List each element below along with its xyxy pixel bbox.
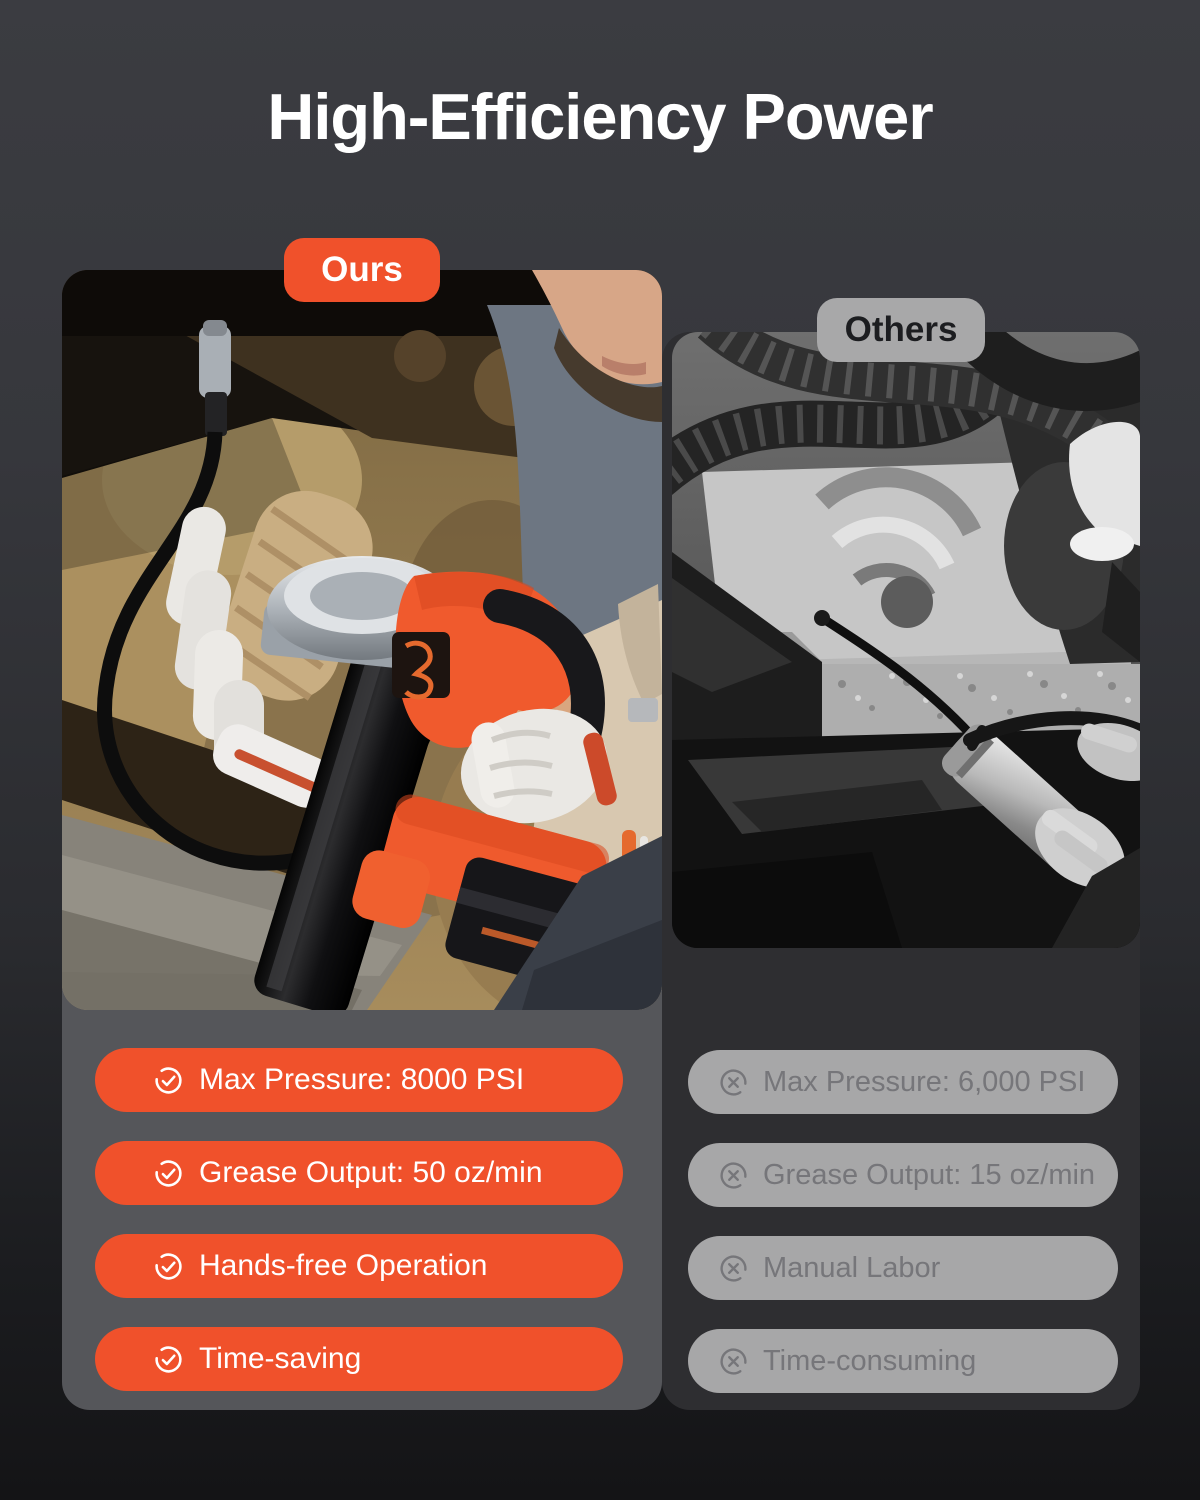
ours-photo-illustration	[62, 270, 662, 1010]
check-circle-icon	[153, 1344, 184, 1375]
x-circle-icon	[718, 1160, 749, 1191]
others-feature-text: Time-consuming	[763, 1344, 977, 1377]
x-circle-icon	[718, 1253, 749, 1284]
x-circle-icon	[718, 1067, 749, 1098]
others-badge: Others	[817, 298, 985, 362]
check-circle-icon	[153, 1065, 184, 1096]
ours-feature-pill	[95, 1327, 623, 1391]
others-photo-illustration	[672, 332, 1140, 948]
x-circle-icon	[718, 1346, 749, 1377]
others-photo	[672, 332, 1140, 948]
ours-feature-pill	[95, 1141, 623, 1205]
others-feature-text: Manual Labor	[763, 1251, 941, 1284]
ours-feature-list	[95, 1048, 623, 1391]
others-feature-list	[688, 1050, 1118, 1393]
others-feature-text: Max Pressure: 6,000 PSI	[763, 1065, 1086, 1098]
ours-feature-text: Max Pressure: 8000 PSI	[199, 1063, 525, 1096]
page-title: High-Efficiency Power	[267, 80, 933, 153]
ours-feature-text: Grease Output: 50 oz/min	[199, 1156, 543, 1189]
ours-photo	[62, 270, 662, 1010]
ours-feature-text: Hands-free Operation	[199, 1249, 488, 1282]
ours-feature-text: Time-saving	[199, 1342, 362, 1375]
ours-card	[62, 250, 662, 1410]
others-feature-pill	[688, 1050, 1118, 1114]
ours-feature-pill	[95, 1048, 623, 1112]
check-circle-icon	[153, 1251, 184, 1282]
others-card	[662, 310, 1140, 1410]
ours-badge: Ours	[284, 238, 440, 302]
ours-feature-pill	[95, 1234, 623, 1298]
others-feature-pill	[688, 1329, 1118, 1393]
others-feature-text: Grease Output: 15 oz/min	[763, 1158, 1096, 1191]
others-feature-pill	[688, 1143, 1118, 1207]
check-circle-icon	[153, 1158, 184, 1189]
others-feature-pill	[688, 1236, 1118, 1300]
